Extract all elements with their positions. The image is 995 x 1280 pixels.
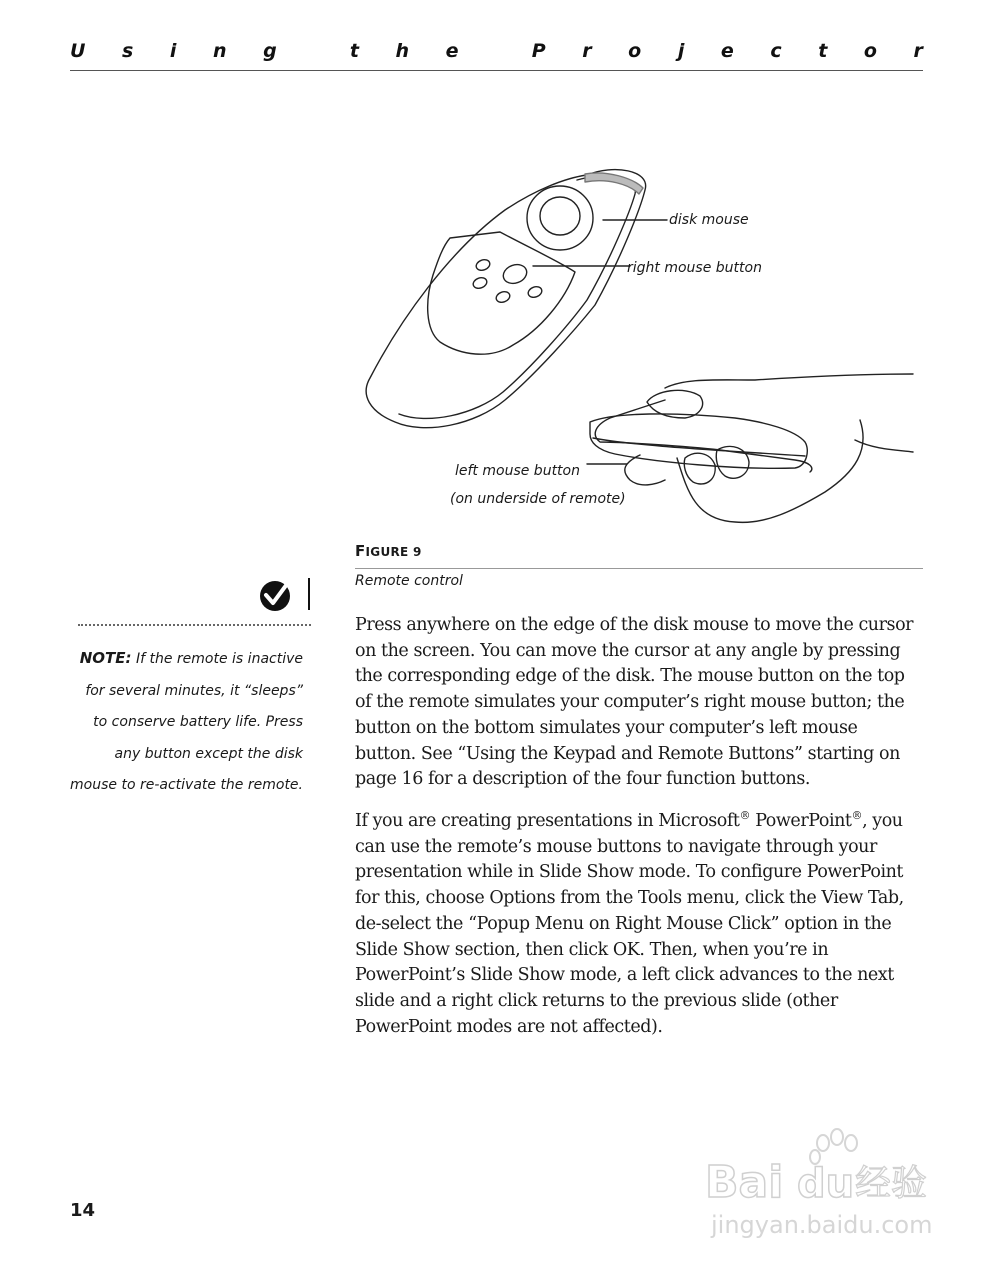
header-letter: t: [349, 40, 359, 62]
para-text: If you are creating presentations in Microsoft: [355, 811, 740, 831]
header-letter: e: [720, 40, 734, 62]
header-letter: o: [628, 40, 642, 62]
header-letter: e: [445, 40, 459, 62]
header-letter: h: [395, 40, 410, 62]
finger-outline: [684, 453, 715, 484]
registered-mark: ®: [851, 809, 863, 823]
callout-left-mouse-button: left mouse button: [455, 463, 580, 479]
para-text: , you can use the remote’s mouse buttons to navigate through your presentation while in Slide Show mode. To configure PowerPoint for this, choose Options from the Tools menu, click the View Tab, de-select the “Popup Menu on Right Mouse Click” option in the Slide Show section, then click OK. Then, when you’re in PowerPoint’s Slide Show mode, a left click advances to the next slide and a right click returns to the previous slide (other PowerPoint modes are not affected).: [355, 811, 904, 1037]
baidu-watermark: [705, 1125, 945, 1245]
watermark-brand-right: du: [797, 1161, 855, 1207]
header-letter: U: [70, 40, 86, 62]
note-body: If the remote is inactive for several minutes, it “sleeps” to conserve battery life. Press any button except the disk mouse to re-activate the remote.: [70, 651, 303, 793]
header-letter: c: [770, 40, 782, 62]
function-button: [472, 276, 489, 290]
body-paragraph: Press anywhere on the edge of the disk mouse to move the cursor on the screen. You can move the cursor at any angle by pressing the corresponding edge of the disk. The mouse button on the top of the remote simulates your computer’s right mouse button; the button on the bottom simulates your computer’s left mouse button. See “Using the Keypad and Remote Buttons” starting on page 16 for a description of the four function buttons.: [355, 615, 914, 790]
watermark-url: jingyan.baidu.com: [711, 1211, 933, 1239]
header-rule: [70, 70, 923, 71]
para-text: PowerPoint: [750, 811, 852, 831]
body-paragraph: [355, 809, 923, 1040]
function-button: [475, 258, 492, 272]
header-letter: i: [169, 40, 177, 62]
header-letter: s: [122, 40, 134, 62]
header-letter: r: [913, 40, 923, 62]
keypad-panel: [428, 232, 575, 354]
header-letter: r: [582, 40, 592, 62]
remote-control-illustration: [355, 150, 925, 530]
function-button: [495, 290, 512, 304]
callout-right-mouse-button: right mouse button: [627, 260, 762, 276]
watermark-brand-left: Bai: [705, 1157, 784, 1208]
running-header: [70, 40, 923, 64]
note-dotted-rule: [78, 624, 311, 626]
right-mouse-button: [501, 261, 530, 286]
note-check-icon: [257, 576, 313, 612]
header-letter: j: [677, 40, 685, 62]
figure-label: [355, 542, 422, 560]
header-letter: g: [263, 40, 277, 62]
figure-caption: Remote control: [355, 573, 463, 589]
figure-label-rest: IGURE 9: [365, 545, 422, 559]
header-letter: t: [818, 40, 828, 62]
disk-mouse: [527, 186, 593, 250]
callout-left-mouse-button-note: (on underside of remote): [450, 491, 626, 507]
watermark-brand-cn: 经验: [855, 1163, 928, 1204]
remote-top-cap: [585, 173, 643, 194]
callout-disk-mouse: disk mouse: [669, 212, 749, 228]
registered-mark: ®: [739, 809, 751, 823]
disk-mouse-center: [540, 197, 580, 235]
margin-note: [70, 643, 303, 802]
figure-caption-rule: [355, 568, 923, 569]
header-letter: P: [531, 40, 546, 62]
remote-side-view: [590, 414, 807, 468]
figure-label-initial: F: [355, 542, 366, 560]
header-letter: o: [863, 40, 877, 62]
function-button: [527, 285, 544, 299]
header-letter: n: [213, 40, 227, 62]
page-number: 14: [70, 1200, 96, 1221]
note-label: NOTE:: [79, 649, 132, 667]
hand-outline: [595, 374, 913, 522]
